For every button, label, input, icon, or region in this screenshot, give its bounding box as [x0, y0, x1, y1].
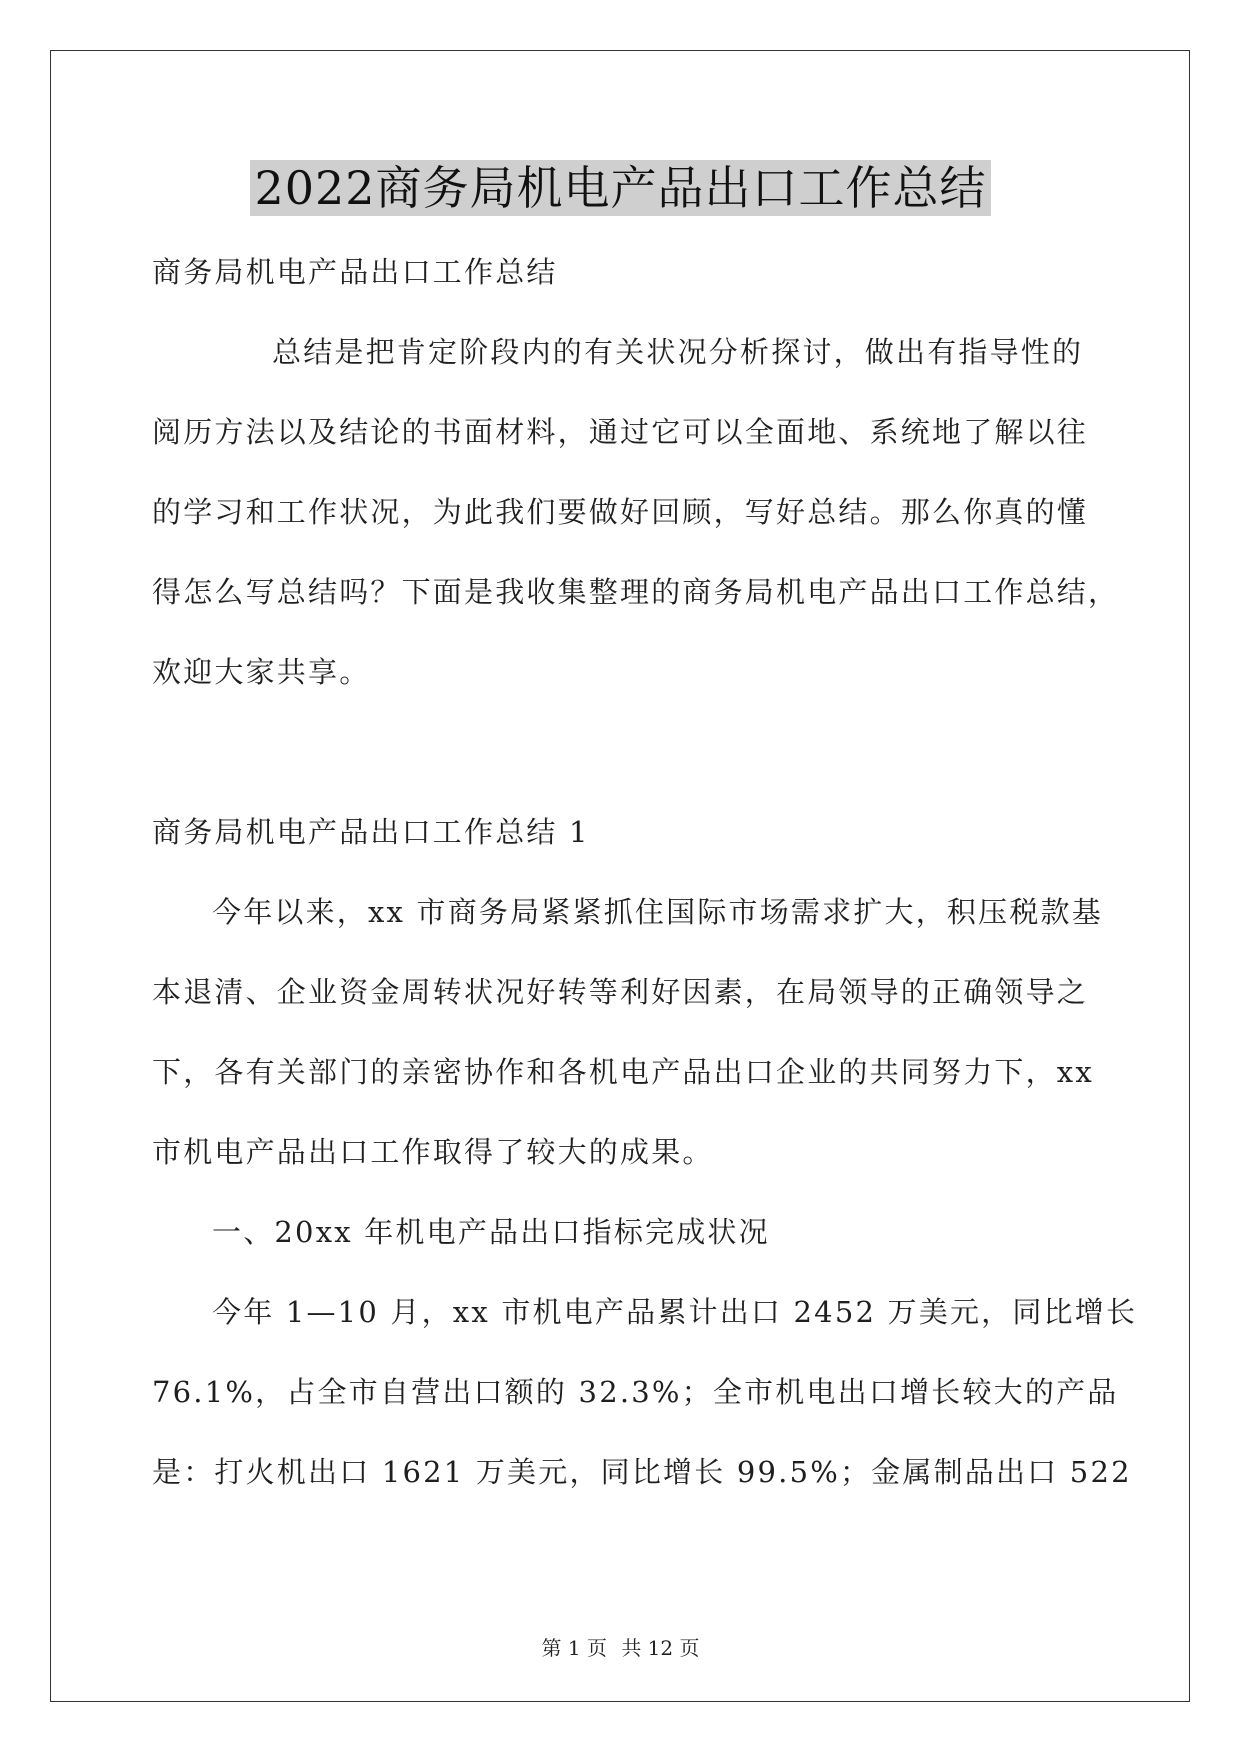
page-number: 第 1 页	[541, 1636, 607, 1660]
paragraph-line: 阅历方法以及结论的书面材料，通过它可以全面地、系统地了解以往	[152, 415, 1089, 449]
paragraph-line: 今年 1—10 月，xx 市机电产品累计出口 2452 万美元，同比增长	[212, 1295, 1138, 1329]
page-total: 共 12 页	[621, 1636, 700, 1660]
paragraph-line: 欢迎大家共享。	[152, 655, 371, 689]
title-container	[0, 160, 1241, 216]
paragraph-line: 的学习和工作状况，为此我们要做好回顾，写好总结。那么你真的懂	[152, 495, 1089, 529]
paragraph-line: 76.1%，占全市自营出口额的 32.3%；全市机电出口增长较大的产品	[152, 1375, 1119, 1409]
paragraph-line: 今年以来，xx 市商务局紧紧抓住国际市场需求扩大，积压税款基	[212, 895, 1103, 929]
section-heading: 商务局机电产品出口工作总结 1	[152, 815, 590, 849]
paragraph-line: 是：打火机出口 1621 万美元，同比增长 99.5%；金属制品出口 522	[152, 1455, 1132, 1489]
page-footer	[0, 1632, 1241, 1661]
paragraph-line: 市机电产品出口工作取得了较大的成果。	[152, 1135, 714, 1169]
paragraph-line: 得怎么写总结吗？下面是我收集整理的商务局机电产品出口工作总结，	[152, 575, 1120, 609]
document-title: 2022商务局机电产品出口工作总结	[250, 160, 990, 216]
subsection-heading: 一、20xx 年机电产品出口指标完成状况	[212, 1215, 770, 1249]
subtitle-line: 商务局机电产品出口工作总结	[152, 255, 558, 289]
paragraph-line: 本退清、企业资金周转状况好转等利好因素，在局领导的正确领导之	[152, 975, 1089, 1009]
paragraph-line: 总结是把肯定阶段内的有关状况分析探讨，做出有指导性的	[272, 335, 1084, 369]
paragraph-line: 下，各有关部门的亲密协作和各机电产品出口企业的共同努力下，xx	[152, 1055, 1094, 1089]
